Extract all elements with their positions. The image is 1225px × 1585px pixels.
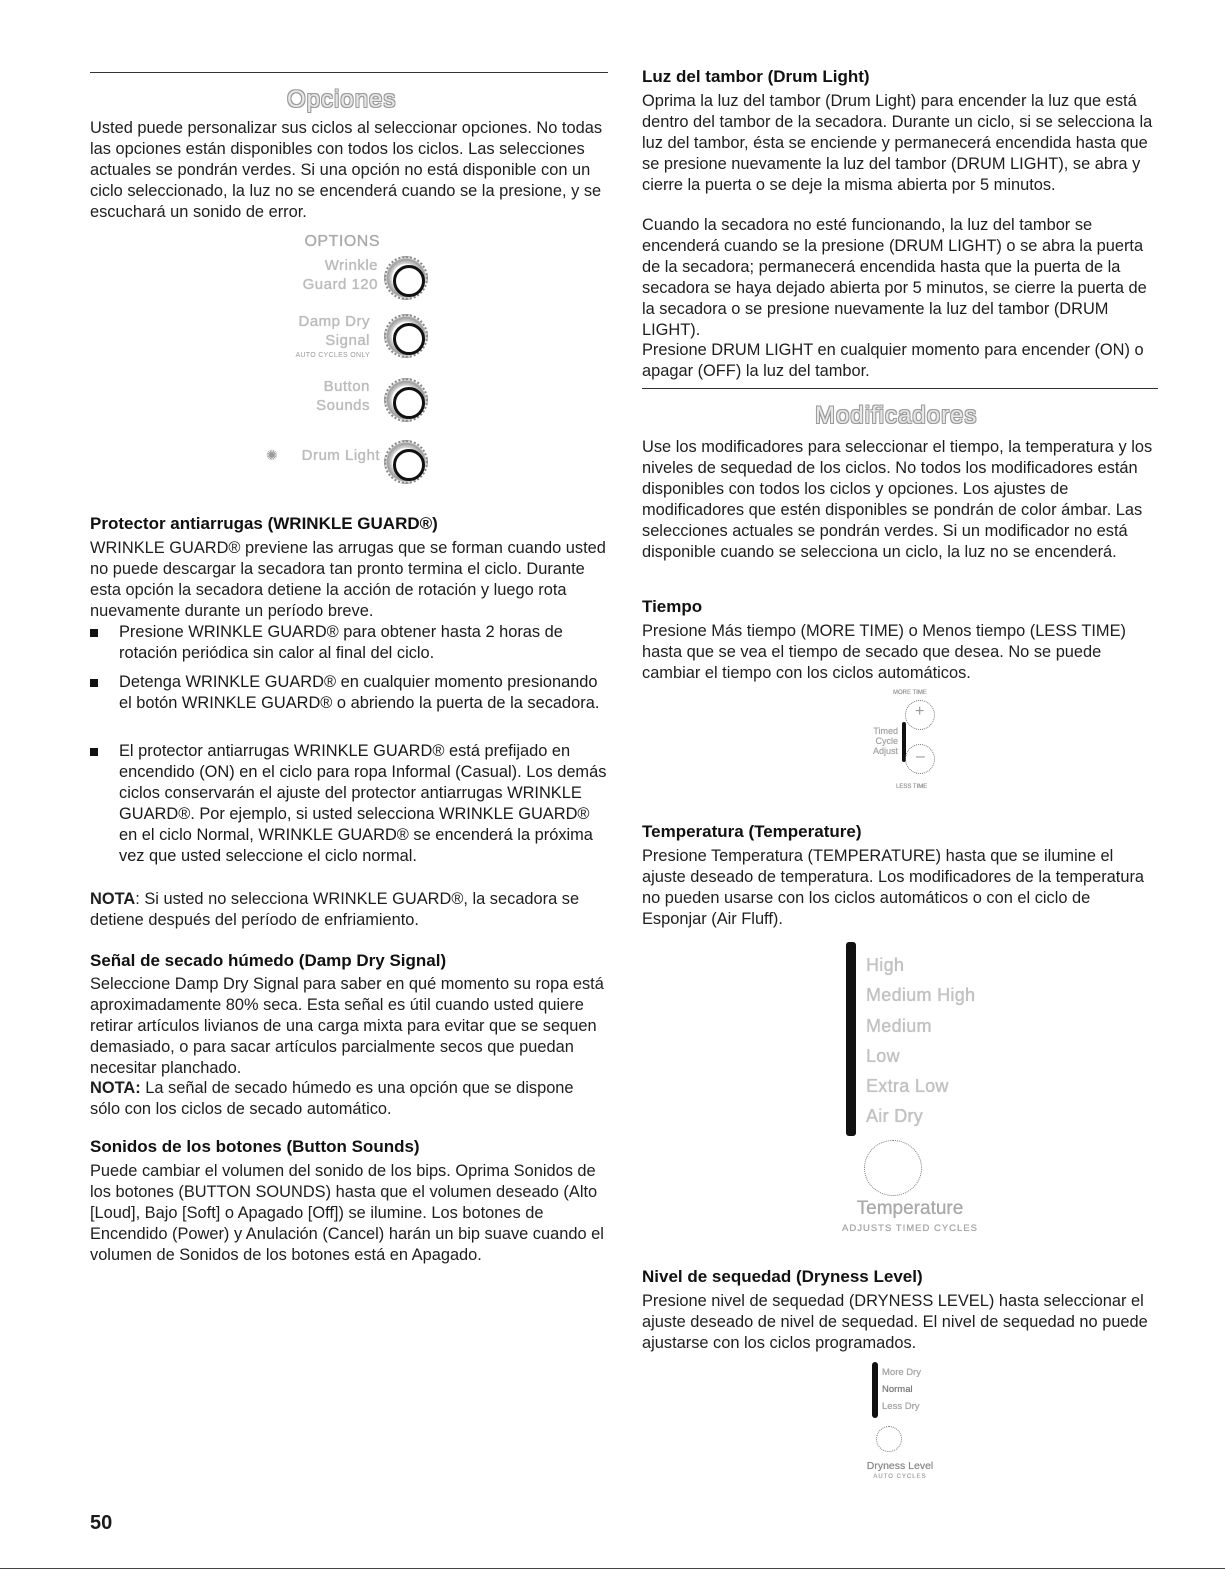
timed-cycle-adjust-illustration xyxy=(838,690,958,800)
damp-dry-body: Seleccione Damp Dry Signal para saber en qué momento su ropa está aproximadamente 80% seca. Esta señal es útil cuando usted quiere retirar artículos livianos de una carga mixta para evitar que se sequen demasiado, o para sacar artículos parcialmente secos que puedan necesitar planchado. xyxy=(90,975,604,1077)
bullet-square-icon xyxy=(90,679,98,687)
button-sounds-heading: Sonidos de los botones (Button Sounds) xyxy=(90,1137,420,1156)
bullet-square-icon xyxy=(90,629,98,637)
temperature-heading: Temperatura (Temperature) xyxy=(642,822,862,841)
temp-level-air-dry: Air Dry xyxy=(866,1106,924,1126)
damp-dry-signal-button[interactable] xyxy=(384,314,428,358)
options-intro: Usted puede personalizar sus ciclos al seleccionar opciones. No todas las opciones están disponibles con todos los ciclos. Las selecciones actuales se pondrán verdes. Si una opción no está disponible con un ciclo seleccionado, la luz no se encenderá cuando se la presione, y se escuchará un sonido de error. xyxy=(90,119,603,221)
damp-dry-label-2: Signal xyxy=(325,332,370,349)
damp-dry-heading: Señal de secado húmedo (Damp Dry Signal) xyxy=(90,951,447,970)
temp-level-medium: Medium xyxy=(866,1016,932,1036)
drum-light-button[interactable] xyxy=(384,440,428,484)
temp-level-low: Low xyxy=(866,1046,900,1066)
time-heading: Tiempo xyxy=(642,597,703,616)
cycle-label: Cycle xyxy=(875,736,898,746)
wrinkle-note xyxy=(90,889,608,931)
temp-level-high: High xyxy=(866,955,905,975)
button-sounds-body: Puede cambiar el volumen del sonido de los bips. Oprima Sonidos de los botones (BUTTON SOUNDS) hasta que el volumen deseado (Alto [Loud], Bajo [Soft] o Apagado [Off]) se ilumine. Los botones de Encendido (Power) y Anulación (Cancel) harán un bip suave cuando el volumen de Sonidos de los botones está en Apagado. xyxy=(90,1162,604,1264)
more-time-label: MORE TIME xyxy=(893,690,927,696)
wrinkle-guard-button[interactable] xyxy=(384,256,428,300)
modifiers-section-title: Modificadores xyxy=(815,402,978,429)
dryness-level-body: Presione nivel de sequedad (DRYNESS LEVEL) hasta seleccionar el ajuste deseado de nivel de sequedad. El nivel de sequedad no puede ajustarse con los ciclos programados. xyxy=(642,1292,1148,1352)
less-time-minus-icon: – xyxy=(916,748,925,765)
adjust-label: Adjust xyxy=(872,746,898,756)
dryness-indicator-bar xyxy=(872,1362,878,1418)
temp-level-extra-low: Extra Low xyxy=(866,1076,949,1096)
drum-light-paragraph-3: Presione DRUM LIGHT en cualquier momento para encender (ON) o apagar (OFF) la luz del tambor. xyxy=(642,341,1144,380)
wrinkle-guard-body: WRINKLE GUARD® previene las arrugas que se forman cuando usted no puede descargar la secadora tan pronto termina el ciclo. Durante esta opción la secadora detiene la acción de rotación y luego rota nuevamente durante un período breve. xyxy=(90,539,606,620)
options-section-title: Opciones xyxy=(287,86,397,113)
temperature-button-label: Temperature xyxy=(856,1198,964,1219)
note-label: NOTA xyxy=(90,890,136,908)
dryness-less-dry: Less Dry xyxy=(882,1401,920,1412)
bullet-text: Detenga WRINKLE GUARD® en cualquier momento presionando el botón WRINKLE GUARD® o abriendo la puerta de la secadora. xyxy=(119,673,600,712)
dryness-level-button[interactable] xyxy=(876,1426,902,1452)
note-label: NOTA: xyxy=(90,1079,141,1097)
damp-dry-note xyxy=(90,1078,608,1120)
drum-light-label: Drum Light xyxy=(301,447,380,464)
button-sounds-button[interactable] xyxy=(384,378,428,422)
drum-light-paragraph-1: Oprima la luz del tambor (Drum Light) para encender la luz que está dentro del tambor de la secadora. Durante un ciclo, si se selecciona la luz del tambor, ésta se enciende y permanecerá encendida hasta que se presione nuevamente la luz del tambor (DRUM LIGHT), se abra y cierre la puerta o se deje la misma abierta por 5 minutos. xyxy=(642,92,1153,194)
light-bulb-icon: ✺ xyxy=(266,447,278,463)
temperature-selector-illustration xyxy=(820,940,1040,1240)
dryness-level-heading: Nivel de sequedad (Dryness Level) xyxy=(642,1267,923,1286)
timed-label: Timed xyxy=(873,726,898,736)
right-mid-rule xyxy=(642,388,1158,389)
note-text: : Si usted no selecciona WRINKLE GUARD®, la secadora se detiene después del período de enfriamiento. xyxy=(90,890,580,929)
less-time-label: LESS TIME xyxy=(896,784,928,790)
drum-light-heading: Luz del tambor (Drum Light) xyxy=(642,67,870,86)
dryness-more-dry: More Dry xyxy=(882,1367,922,1378)
damp-dry-label-1: Damp Dry xyxy=(298,313,370,330)
temperature-button[interactable] xyxy=(864,1140,922,1196)
wrinkle-bullet-1 xyxy=(90,622,608,664)
page-number: 50 xyxy=(90,1512,113,1534)
temp-level-medium-high: Medium High xyxy=(866,985,976,1005)
temperature-indicator-bar xyxy=(846,942,856,1136)
note-text: La señal de secado húmedo es una opción que se dispone sólo con los ciclos de secado automático. xyxy=(90,1079,574,1118)
options-panel-illustration xyxy=(240,228,460,498)
bullet-square-icon xyxy=(90,748,98,756)
wrinkle-guard-label-2: Guard 120 xyxy=(302,276,378,293)
wrinkle-guard-label-1: Wrinkle xyxy=(324,257,378,274)
button-sounds-label-2: Sounds xyxy=(316,397,370,414)
dryness-level-sublabel: AUTO CYCLES xyxy=(873,1474,927,1480)
wrinkle-guard-heading: Protector antiarrugas (WRINKLE GUARD®) xyxy=(90,514,438,533)
left-top-rule xyxy=(90,72,608,73)
temperature-button-sublabel: ADJUSTS TIMED CYCLES xyxy=(842,1223,978,1234)
more-time-plus-icon: + xyxy=(915,703,925,720)
button-sounds-label-1: Button xyxy=(323,378,370,395)
wrinkle-bullet-3 xyxy=(90,741,608,867)
options-panel-heading: OPTIONS xyxy=(304,233,380,250)
bullet-text: El protector antiarrugas WRINKLE GUARD® está prefijado en encendido (ON) en el ciclo para ropa Informal (Casual). Los demás ciclos conservarán el ajuste del protector antiarrugas WRINKLE GUARD®. Por ejemplo, si usted selecciona WRINKLE GUARD® en el ciclo Normal, WRINKLE GUARD® se encenderá la próxima vez que usted seleccione el ciclo normal. xyxy=(119,742,607,865)
dryness-level-label: Dryness Level xyxy=(866,1460,934,1472)
time-body: Presione Más tiempo (MORE TIME) o Menos tiempo (LESS TIME) hasta que se vea el tiempo de secado que desea. No se puede cambiar el tiempo con los ciclos automáticos. xyxy=(642,622,1126,682)
dryness-selector-illustration xyxy=(850,1360,960,1490)
bullet-text: Presione WRINKLE GUARD® para obtener hasta 2 horas de rotación periódica sin calor al final del ciclo. xyxy=(119,623,563,662)
dryness-normal: Normal xyxy=(882,1384,913,1395)
drum-light-paragraph-2: Cuando la secadora no esté funcionando, la luz del tambor se encenderá cuando se la presione (DRUM LIGHT) o se abra la puerta de la secadora; permanecerá encendida hasta que la puerta de la secadora se haya dejado abierta por 5 minutos, se cierre la puerta de la secadora o se presione nuevamente la luz del tambor (DRUM LIGHT). xyxy=(642,216,1147,339)
bottom-rule xyxy=(0,1568,1225,1569)
temperature-body: Presione Temperatura (TEMPERATURE) hasta que se ilumine el ajuste deseado de temperatura. Los modificadores de la temperatura no pueden usarse con los ciclos automáticos o con el ciclo de Esponjar (Air Fluff). xyxy=(642,847,1145,928)
modifiers-intro: Use los modificadores para seleccionar el tiempo, la temperatura y los niveles de sequedad de los ciclos. No todos los modificadores están disponibles con todos los ciclos y opciones. Los ajustes de modificadores que estén disponibles se pondrán de color ámbar. Las selecciones actuales se pondrán verdes. Si un modificador no está disponible cuando se selecciona un ciclo, la luz no se encenderá. xyxy=(642,438,1153,561)
damp-dry-auto-note: AUTO CYCLES ONLY xyxy=(295,352,370,359)
wrinkle-bullet-2 xyxy=(90,672,608,735)
